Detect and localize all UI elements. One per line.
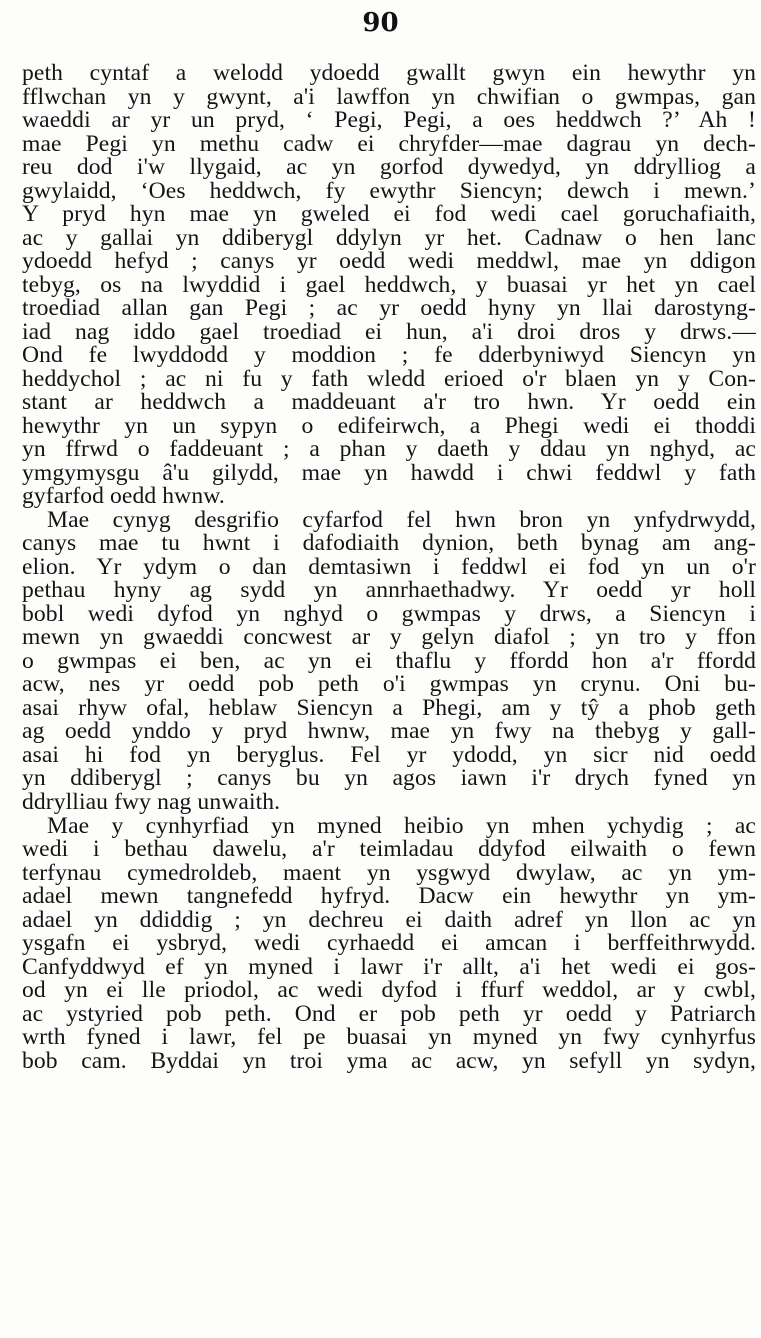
text-line: Canfyddwyd ef yn myned i lawr i'r allt, a'i het wedi ei gos-	[22, 955, 756, 980]
text-line: acw, nes yr oedd pob peth o'i gwmpas yn crynu. Oni bu-	[22, 673, 756, 697]
text-line: fflwchan yn y gwynt, a'i lawffon yn chwifian o gwmpas, gan	[22, 85, 756, 110]
text-line: ac y gallai yn ddiberygl ddylyn yr het. Cadnaw o hen lanc	[22, 226, 756, 251]
text-line: peth cyntaf a welodd ydoedd gwallt gwyn ein hewythr yn	[22, 62, 756, 86]
text-line: asai rhyw ofal, heblaw Siencyn a Phegi, am y tŷ a phob geth	[22, 696, 756, 721]
text-line: ddrylliau fwy nag unwaith.	[22, 790, 281, 815]
text-line: waeddi ar yr un pryd, ‘ Pegi, Pegi, a oes heddwch ?’ Ah !	[22, 109, 756, 133]
text-line: Mae y cynhyrfiad yn myned heibio yn mhen ychydig ; ac	[47, 814, 756, 839]
text-line: canys mae tu hwnt i dafodiaith dynion, beth bynag am ang-	[22, 532, 756, 556]
text-line: asai hi fod yn beryglus. Fel yr ydodd, yn sicr nid oedd	[22, 743, 756, 768]
text-line: adael yn ddiddig ; yn dechreu ei daith adref yn llon ac yn	[22, 908, 756, 933]
paragraph-2	[22, 509, 756, 815]
text-line: terfynau cymedroldeb, maent yn ysgwyd dwylaw, ac yn ym-	[22, 861, 756, 886]
text-line: od yn ei lle priodol, ac wedi dyfod i ffurf weddol, ar y cwbl,	[22, 979, 756, 1003]
text-line: mewn yn gwaeddi concwest ar y gelyn diafol ; yn tro y ffon	[22, 626, 756, 650]
body-text	[22, 62, 756, 1073]
text-line: adael mewn tangnefedd hyfryd. Dacw ein hewythr yn ym-	[22, 885, 756, 909]
text-line: ag oedd ynddo y pryd hwnw, mae yn fwy na thebyg y gall-	[22, 720, 756, 744]
text-line: tebyg, os na lwyddid i gael heddwch, y buasai yr het yn cael	[22, 273, 756, 298]
text-line: bob cam. Byddai yn troi yma ac acw, yn sefyll yn sydyn,	[22, 1049, 756, 1074]
text-line: o gwmpas ei ben, ac yn ei thaflu y ffordd hon a'r ffordd	[22, 649, 756, 674]
paragraph-1	[22, 62, 756, 509]
text-line: elion. Yr ydym o dan demtasiwn i feddwl ei fod yn un o'r	[22, 555, 756, 580]
text-line: yn ddiberygl ; canys bu yn agos iawn i'r drych fyned yn	[22, 767, 756, 791]
text-line: troediad allan gan Pegi ; ac yr oedd hyny yn llai darostyng-	[22, 297, 756, 321]
text-line: ydoedd hefyd ; canys yr oedd wedi meddwl, mae yn ddigon	[22, 250, 756, 274]
text-line: yn ffrwd o faddeuant ; a phan y daeth y ddau yn nghyd, ac	[22, 438, 756, 462]
text-line: Ond fe lwyddodd y moddion ; fe dderbyniwyd Siencyn yn	[22, 344, 756, 368]
text-line: hewythr yn un sypyn o edifeirwch, a Phegi wedi ei thoddi	[22, 414, 756, 439]
text-line: reu dod i'w llygaid, ac yn gorfod dywedyd, yn ddrylliog a	[22, 156, 756, 180]
text-line: wedi i bethau dawelu, a'r teimladau ddyfod eilwaith o fewn	[22, 838, 756, 862]
text-line: ysgafn ei ysbryd, wedi cyrhaedd ei amcan i berffeithrwydd.	[22, 932, 756, 956]
paragraph-3	[22, 815, 756, 1074]
text-line: pethau hyny ag sydd yn annrhaethadwy. Yr oedd yr holl	[22, 579, 756, 603]
text-line: iad nag iddo gael troediad ei hun, a'i droi dros y drws.—	[22, 320, 756, 345]
text-line: mae Pegi yn methu cadw ei chryfder—mae dagrau yn dech-	[22, 132, 756, 157]
text-line: ymgymysgu â'u gilydd, mae yn hawdd i chwi feddwl y fath	[22, 461, 756, 486]
text-line: gyfarfod oedd hwnw.	[22, 485, 225, 509]
text-line: stant ar heddwch a maddeuant a'r tro hwn. Yr oedd ein	[22, 391, 756, 415]
text-line: bobl wedi dyfod yn nghyd o gwmpas y drws, a Siencyn i	[22, 602, 756, 627]
text-line: Mae cynyg desgrifio cyfarfod fel hwn bron yn ynfydrwydd,	[47, 508, 756, 533]
text-line: gwylaidd, ‘Oes heddwch, fy ewythr Siencyn; dewch i mewn.’	[22, 179, 756, 204]
text-line: Y pryd hyn mae yn gweled ei fod wedi cael goruchafiaith,	[22, 203, 756, 227]
text-line: heddychol ; ac ni fu y fath wledd erioed o'r blaen yn y Con-	[22, 367, 756, 392]
text-line: wrth fyned i lawr, fel pe buasai yn myned yn fwy cynhyrfus	[22, 1026, 756, 1050]
page-number: 90	[362, 8, 399, 38]
text-line: ac ystyried pob peth. Ond er pob peth yr oedd y Patriarch	[22, 1002, 756, 1027]
